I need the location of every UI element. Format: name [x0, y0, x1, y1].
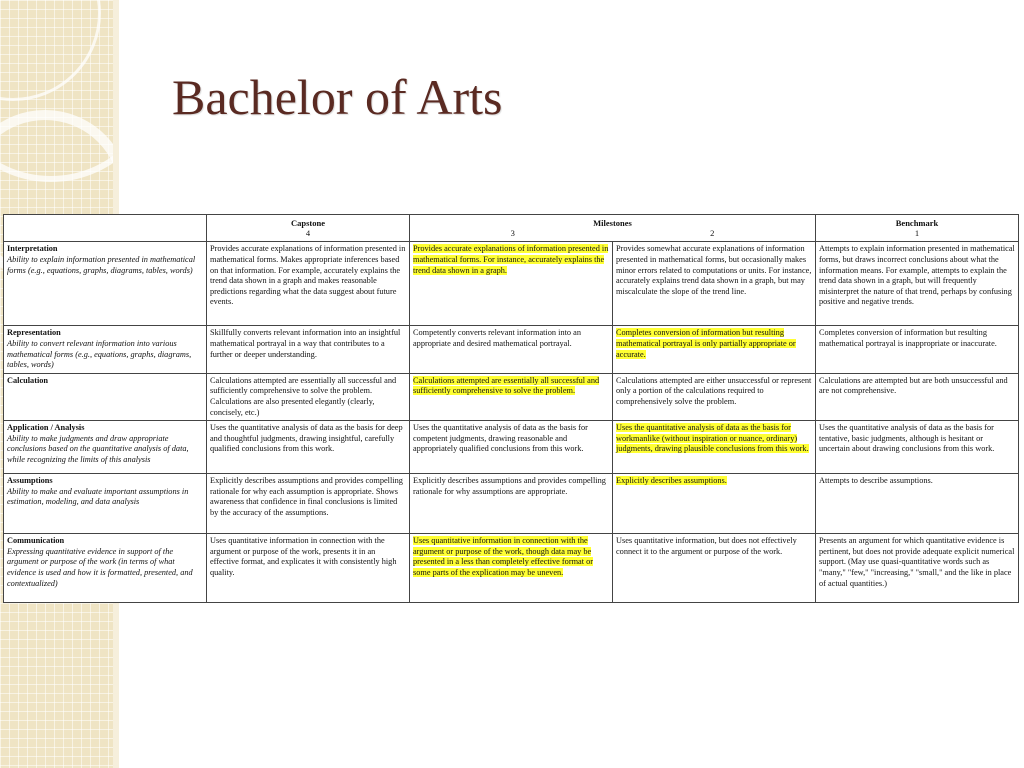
header-row: [4, 215, 1019, 242]
milestone2-cell: [613, 326, 816, 373]
milestone3-cell: Competently converts relevant information into an appropriate and desired mathematical portrayal.: [410, 326, 613, 373]
milestone3-cell: Uses the quantitative analysis of data as the basis for competent judgments, drawing reasonable and appropriately qualified conclusions from this work.: [410, 421, 613, 474]
benchmark-header: [816, 215, 1019, 242]
milestone3-cell: Explicitly describes assumptions and provides compelling rationale for why assumptions are appropriate.: [410, 474, 613, 534]
highlighted-text: Explicitly describes assumptions.: [616, 476, 727, 486]
benchmark-cell: Attempts to explain information presented in mathematical forms, but draws incorrect conclusions about what the information means. For example, attempts to explain the trend data shown in a graph, but will frequently misinterpret the nature of that trend, perhaps by confusing positive and negative trends.: [816, 242, 1019, 326]
milestone2-cell: Uses quantitative information, but does not effectively connect it to the argument or purpose of the work.: [613, 534, 816, 603]
table-row: [4, 421, 1019, 474]
highlighted-text: Uses the quantitative analysis of data as the basis for workmanlike (without inspiration or nuance, ordinary) judgments, drawing plausible conclusions from this work.: [616, 423, 809, 454]
milestones-header: [410, 215, 816, 242]
table-row: [4, 474, 1019, 534]
benchmark-cell: Completes conversion of information but resulting mathematical portrayal is inappropriate or inaccurate.: [816, 326, 1019, 373]
criterion-cell: [4, 242, 207, 326]
milestone3-cell: [410, 242, 613, 326]
capstone-cell: Provides accurate explanations of information presented in mathematical forms. Makes appropriate inferences based on that information. For example, accurately explains the trend data shown in a graph and makes reasonable predictions regarding what the data suggest about future events.: [207, 242, 410, 326]
capstone-cell: Uses the quantitative analysis of data as the basis for deep and thoughtful judgments, drawing insightful, carefully qualified conclusions from this work.: [207, 421, 410, 474]
criterion-name: Application / Analysis: [7, 423, 85, 433]
table-row: [4, 242, 1019, 326]
benchmark-cell: Attempts to describe assumptions.: [816, 474, 1019, 534]
capstone-cell: Calculations attempted are essentially all successful and sufficiently comprehensive to solve the problem. Calculations are also presented elegantly (clearly, concisely, etc.): [207, 373, 410, 420]
criterion-description: Expressing quantitative evidence in support of the argument or purpose of the work (in terms of what evidence is used and how it is formatted, presented, and contextualized): [7, 546, 193, 588]
criterion-cell: [4, 373, 207, 420]
criterion-name: Assumptions: [7, 476, 53, 486]
milestone3-cell: [410, 373, 613, 420]
highlighted-text: Uses quantitative information in connection with the argument or purpose of the work, though data may be presented in a less than completely effective format or some parts of the explication may be uneven.: [413, 536, 594, 578]
criterion-description: Ability to make and evaluate important assumptions in estimation, modeling, and data analysis: [7, 486, 189, 507]
criterion-description: Ability to explain information presented in mathematical forms (e.g., equations, graphs, diagrams, tables, words): [7, 254, 196, 275]
criterion-description: Ability to convert relevant information into various mathematical forms (e.g., equations, graphs, diagrams, tables, words): [7, 338, 192, 370]
milestone2-cell: [613, 421, 816, 474]
criterion-name: Communication: [7, 536, 65, 546]
criterion-name: Representation: [7, 328, 61, 338]
milestone-level-2: 2: [710, 228, 715, 239]
benchmark-cell: Calculations are attempted but are both unsuccessful and are not comprehensive.: [816, 373, 1019, 420]
criterion-cell: [4, 421, 207, 474]
criterion-cell: [4, 326, 207, 373]
milestone2-cell: [613, 474, 816, 534]
criteria-header: [4, 215, 207, 242]
criterion-description: Ability to make judgments and draw appropriate conclusions based on the quantitative analysis of data, while recognizing the limits of this analysis: [7, 433, 189, 465]
benchmark-label: Benchmark: [895, 218, 939, 228]
capstone-header: [207, 215, 410, 242]
capstone-cell: Skillfully converts relevant information into an insightful mathematical portrayal in a way that contributes to a further or deeper understanding.: [207, 326, 410, 373]
highlighted-text: Completes conversion of information but resulting mathematical portrayal is only partially appropriate or accurate.: [616, 328, 796, 359]
milestone2-cell: Calculations attempted are either unsuccessful or represent only a portion of the calculations required to comprehensively solve the problem.: [613, 373, 816, 420]
highlighted-text: Provides accurate explanations of information presented in mathematical forms. For instance, accurately explains the trend data shown in a graph.: [413, 244, 609, 275]
benchmark-cell: Uses the quantitative analysis of data as the basis for tentative, basic judgments, although is hesitant or uncertain about drawing conclusions from this work.: [816, 421, 1019, 474]
capstone-cell: Explicitly describes assumptions and provides compelling rationale for why each assumption is appropriate. Shows awareness that confidence in final conclusions is limited by the accuracy of the assumptions.: [207, 474, 410, 534]
capstone-level: 4: [305, 228, 311, 239]
capstone-label: Capstone: [290, 218, 325, 228]
highlighted-text: Calculations attempted are essentially all successful and sufficiently comprehensive to solve the problem.: [413, 375, 600, 396]
table-row: [4, 534, 1019, 603]
criterion-cell: [4, 474, 207, 534]
benchmark-cell: Presents an argument for which quantitative evidence is pertinent, but does not provide adequate explicit numerical support. (May use quasi-quantitative words such as "many," "few," "increasing," "small," and the like in place of actual quantities.): [816, 534, 1019, 603]
table-row: [4, 373, 1019, 420]
table-row: [4, 326, 1019, 373]
criterion-name: Interpretation: [7, 244, 58, 254]
capstone-cell: Uses quantitative information in connection with the argument or purpose of the work, presents it in an effective format, and explicates it with consistently high quality.: [207, 534, 410, 603]
milestone2-cell: Provides somewhat accurate explanations of information presented in mathematical forms, but occasionally makes minor errors related to computations or units. For instance, accurately explains trend data shown in a graph, but may miscalculate the slope of the trend line.: [613, 242, 816, 326]
benchmark-level: 1: [914, 228, 920, 239]
rubric-table: [3, 214, 1019, 603]
milestone-level-3: 3: [510, 228, 515, 239]
criterion-name: Calculation: [7, 375, 49, 385]
milestone3-cell: [410, 534, 613, 603]
criterion-cell: [4, 534, 207, 603]
slide-title: Bachelor of Arts: [172, 69, 503, 125]
milestones-label: Milestones: [593, 218, 632, 228]
